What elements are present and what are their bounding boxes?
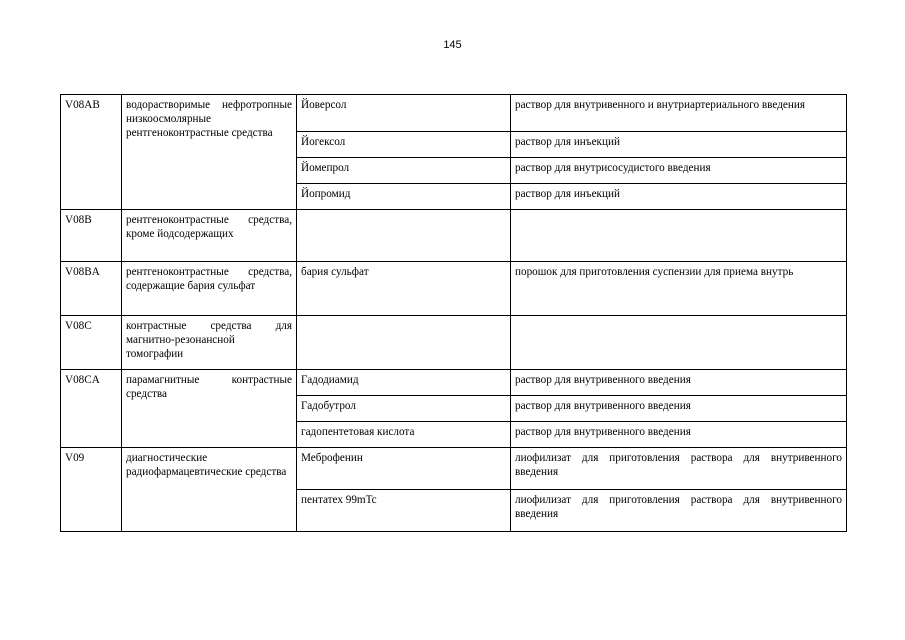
drug-name-cell: гадопентетовая кислота — [297, 422, 511, 448]
dosage-form-cell: раствор для внутривенного введения — [511, 422, 847, 448]
atc-code-cell: V08AB — [61, 95, 122, 210]
dosage-form-cell — [511, 316, 847, 370]
drug-name-cell: бария сульфат — [297, 262, 511, 316]
table-row — [61, 210, 847, 262]
drug-name-cell: Меброфенин — [297, 448, 511, 490]
drug-classification-table — [60, 94, 847, 532]
atc-code-cell: V08CA — [61, 370, 122, 448]
dosage-form-cell — [511, 210, 847, 262]
table-row — [61, 448, 847, 490]
group-description-cell: рентгеноконтрастные средства, содержащие бария сульфат — [122, 262, 297, 316]
dosage-form-cell: лиофилизат для приготовления раствора для внутривенного введения — [511, 490, 847, 532]
dosage-form-cell: раствор для внутривенного введения — [511, 370, 847, 396]
drug-name-cell — [297, 210, 511, 262]
drug-name-cell: Йомепрол — [297, 158, 511, 184]
group-description-cell: рентгеноконтрастные средства, кроме йодсодержащих — [122, 210, 297, 262]
drug-name-cell: пентатех 99mTc — [297, 490, 511, 532]
page-number: 145 — [443, 39, 462, 51]
atc-code-cell: V09 — [61, 448, 122, 532]
dosage-form-cell: раствор для инъекций — [511, 132, 847, 158]
table-row — [61, 262, 847, 316]
group-description-cell: диагностические радиофармацевтические средства — [122, 448, 297, 532]
drug-name-cell: Йогексол — [297, 132, 511, 158]
atc-code-cell: V08B — [61, 210, 122, 262]
drug-name-cell: Йопромид — [297, 184, 511, 210]
drug-name-cell — [297, 316, 511, 370]
dosage-form-cell: раствор для внутривенного введения — [511, 396, 847, 422]
atc-code-cell: V08BA — [61, 262, 122, 316]
table-row — [61, 95, 847, 132]
drug-name-cell: Гадодиамид — [297, 370, 511, 396]
dosage-form-cell: раствор для внутрисосудистого введения — [511, 158, 847, 184]
group-description-cell: водорастворимые нефротропные низкоосмолярные рентгеноконтрастные средства — [122, 95, 297, 210]
group-description-cell: парамагнитные контрастные средства — [122, 370, 297, 448]
drug-name-cell: Йоверсол — [297, 95, 511, 132]
table-row — [61, 316, 847, 370]
dosage-form-cell: порошок для приготовления суспензии для приема внутрь — [511, 262, 847, 316]
dosage-form-cell: раствор для инъекций — [511, 184, 847, 210]
drug-name-cell: Гадобутрол — [297, 396, 511, 422]
dosage-form-cell: раствор для внутривенного и внутриартериального введения — [511, 95, 847, 132]
dosage-form-cell: лиофилизат для приготовления раствора для внутривенного введения — [511, 448, 847, 490]
table-row — [61, 370, 847, 396]
atc-code-cell: V08C — [61, 316, 122, 370]
group-description-cell: контрастные средства для магнитно-резонансной томографии — [122, 316, 297, 370]
